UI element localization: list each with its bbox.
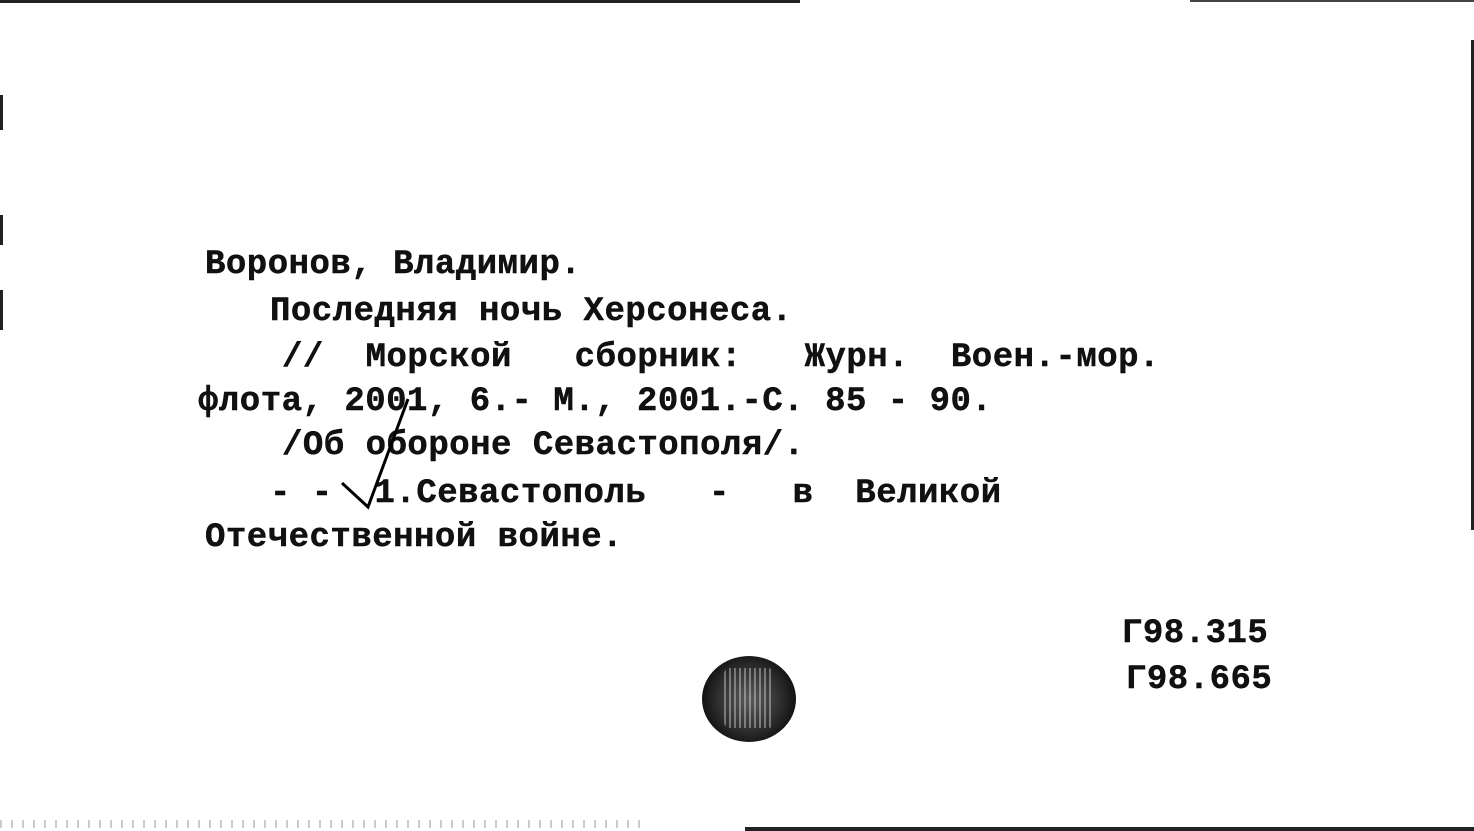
card-left-edge <box>0 95 3 130</box>
author-line: Воронов, Владимир. <box>205 246 582 284</box>
scan-noise <box>0 820 640 828</box>
card-bottom-edge <box>745 827 1474 831</box>
call-number-2: Г98.665 <box>1126 661 1273 699</box>
title-line: Последняя ночь Херсонеса. <box>270 293 793 331</box>
subject-line-2: Отечественной войне. <box>205 519 624 557</box>
source-line-2: флота, 2001, 6.- М., 2001.-С. 85 - 90. <box>198 383 993 421</box>
source-line-1: // Морской сборник: Журн. Воен.-мор. <box>282 339 1160 377</box>
punch-hole <box>702 656 796 742</box>
card-left-edge <box>0 215 3 245</box>
annotation-line: /Об обороне Севастополя/. <box>282 427 805 465</box>
subject-line-1: - - 1.Севастополь - в Великой <box>270 475 1002 513</box>
card-top-edge <box>0 0 800 3</box>
call-number-1: Г98.315 <box>1122 615 1269 653</box>
card-left-edge <box>0 290 3 330</box>
checkmark-icon <box>340 395 410 510</box>
card-top-edge-right <box>1190 0 1474 2</box>
